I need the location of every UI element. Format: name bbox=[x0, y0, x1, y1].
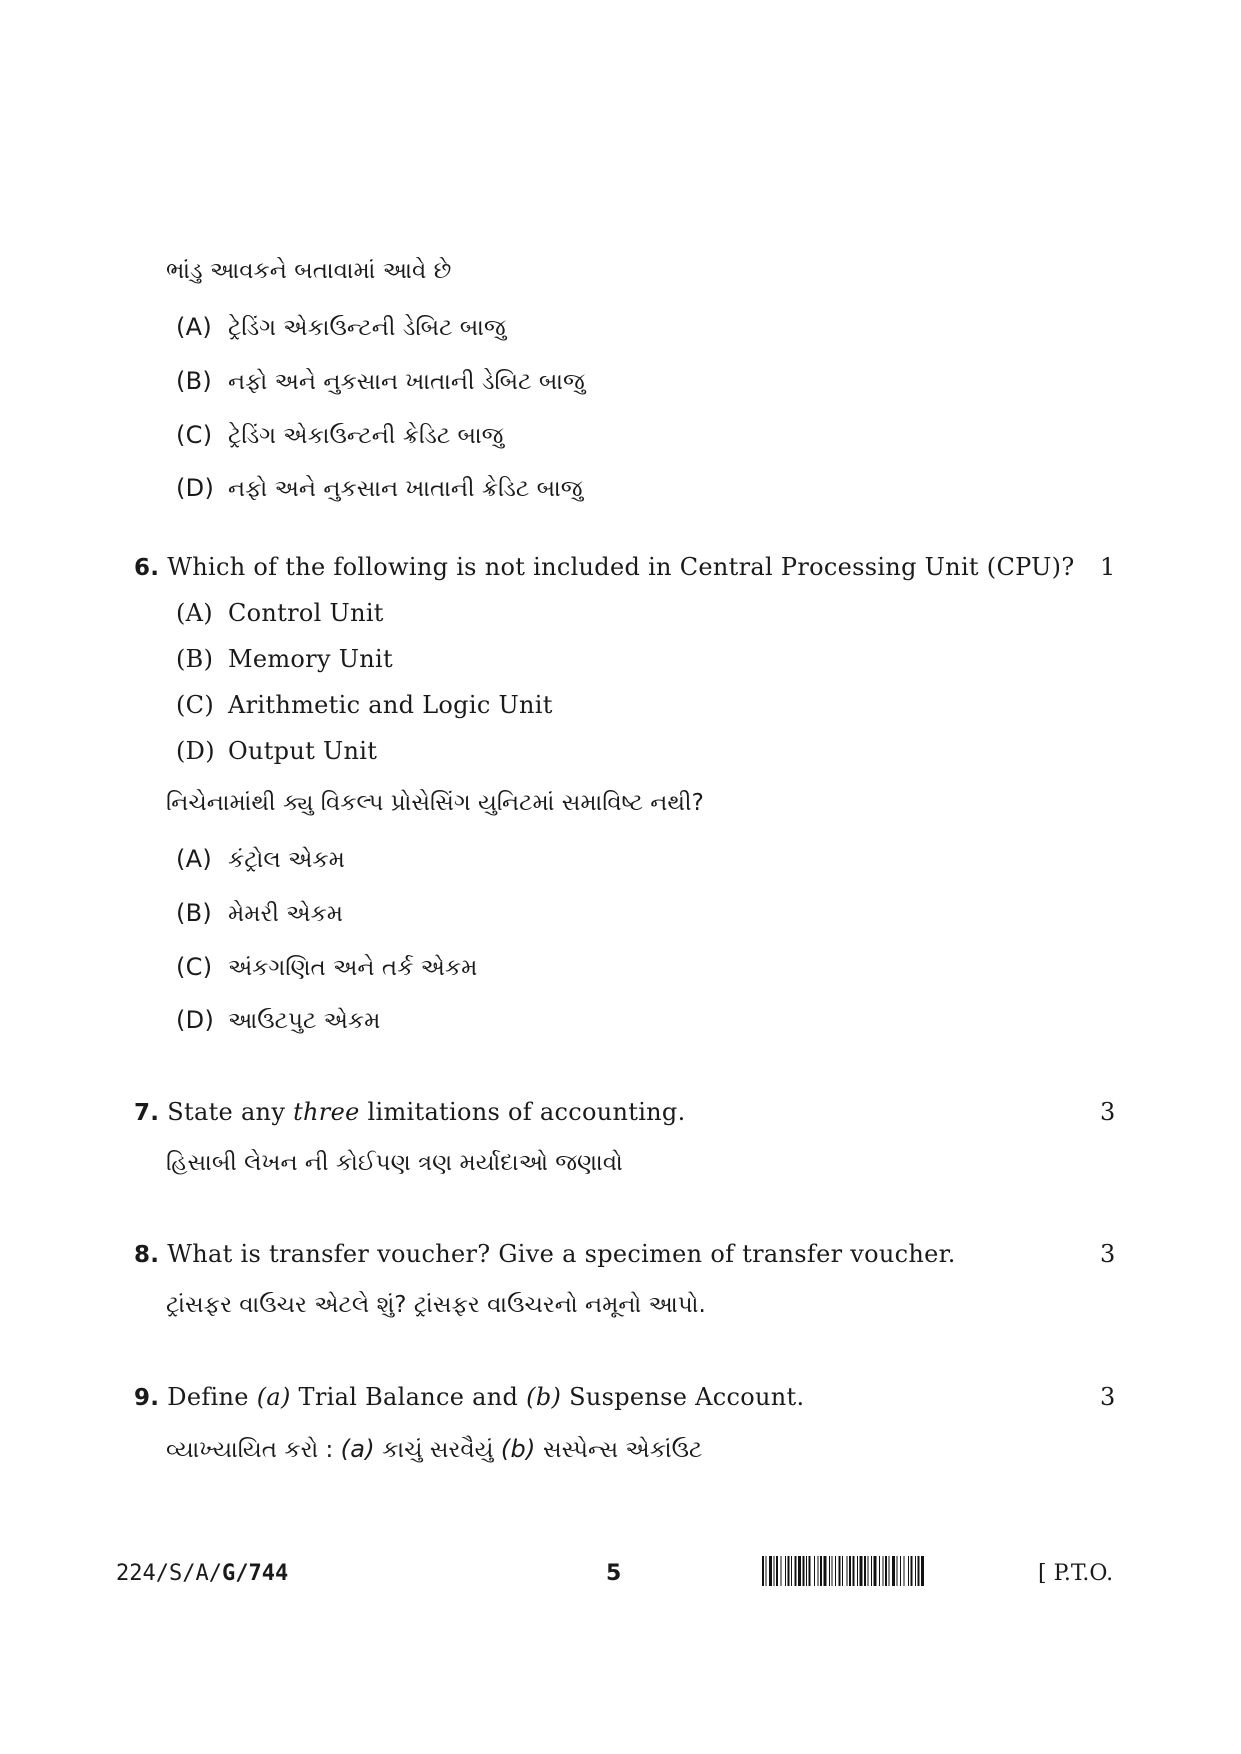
pto-label: [ P.T.O. bbox=[1038, 1561, 1114, 1586]
q6-number: 6. bbox=[134, 555, 160, 581]
q5-option-d-gu: (D) નફો અને નુકસાન ખાતાની ક્રેડિટ બાજુ bbox=[176, 474, 583, 502]
q6-option-b-gu: (B) મેમરી એકમ bbox=[176, 899, 343, 927]
q7-question: 7. State any three limitations of accounting. bbox=[134, 1098, 686, 1126]
q6-option-a: (A) Control Unit bbox=[176, 599, 384, 627]
q8-question: 8. What is transfer voucher? Give a specimen of transfer voucher. bbox=[134, 1240, 956, 1268]
q7-marks: 3 bbox=[1100, 1098, 1116, 1126]
q6-option-b: (B) Memory Unit bbox=[176, 645, 393, 673]
q8-question-gu: ટ્રાંસફર વાઉચર એટલે શું? ટ્રાંસફર વાઉચરનો નમૂનો આપો. bbox=[166, 1292, 706, 1318]
q7-question-gu: હિસાબી લેખન ની કોઈપણ ત્રણ મર્યાદાઓ જણાવો bbox=[166, 1150, 623, 1176]
q5-option-b-gu: (B) નફો અને નુકસાન ખાતાની ડેબિટ બાજુ bbox=[176, 367, 585, 395]
q6-option-c-gu: (C) અંકગણિત અને તર્ક એકમ bbox=[176, 953, 478, 981]
barcode-image bbox=[762, 1556, 1027, 1586]
q6-option-a-gu: (A) કંટ્રોલ એકમ bbox=[176, 845, 345, 873]
q6-option-c: (C) Arithmetic and Logic Unit bbox=[176, 691, 553, 719]
page-number: 5 bbox=[606, 1561, 622, 1586]
q6-option-d: (D) Output Unit bbox=[176, 737, 378, 765]
q9-question-gu: વ્યાખ્યાયિત કરો : (a) કાચું સરવૈયું (b) સસ્પેન્સ એકાંઉટ bbox=[166, 1435, 703, 1463]
q6-option-d-gu: (D) આઉટપુટ એકમ bbox=[176, 1006, 381, 1034]
q6-question-gu: નિચેનામાંથી ક્યુ વિકલ્પ પ્રોસેસિંગ યુનિટમાં સમાવિષ્ટ નથી? bbox=[166, 790, 704, 816]
q9-marks: 3 bbox=[1100, 1383, 1116, 1411]
q8-marks: 3 bbox=[1100, 1240, 1116, 1268]
q9-number: 9. bbox=[134, 1385, 160, 1411]
q6-question: 6. Which of the following is not included in Central Processing Unit (CPU)? bbox=[134, 553, 1075, 581]
q5-option-c-gu: (C) ટ્રેડિંગ એકાઉન્ટની ક્રેડિટ બાજુ bbox=[176, 421, 504, 449]
q9-question: 9. Define (a) Trial Balance and (b) Suspense Account. bbox=[134, 1383, 805, 1411]
q5-stem-gu: ભાંડુ આવકને બતાવામાં આવે છે bbox=[166, 258, 452, 284]
paper-code: 224/S/A/G/744 bbox=[116, 1561, 289, 1586]
q5-option-a-gu: (A) ટ્રેડિંગ એકાઉન્ટની ડેબિટ બાજુ bbox=[176, 313, 506, 341]
q7-number: 7. bbox=[134, 1100, 160, 1126]
q8-number: 8. bbox=[134, 1242, 160, 1268]
q6-marks: 1 bbox=[1100, 553, 1116, 581]
